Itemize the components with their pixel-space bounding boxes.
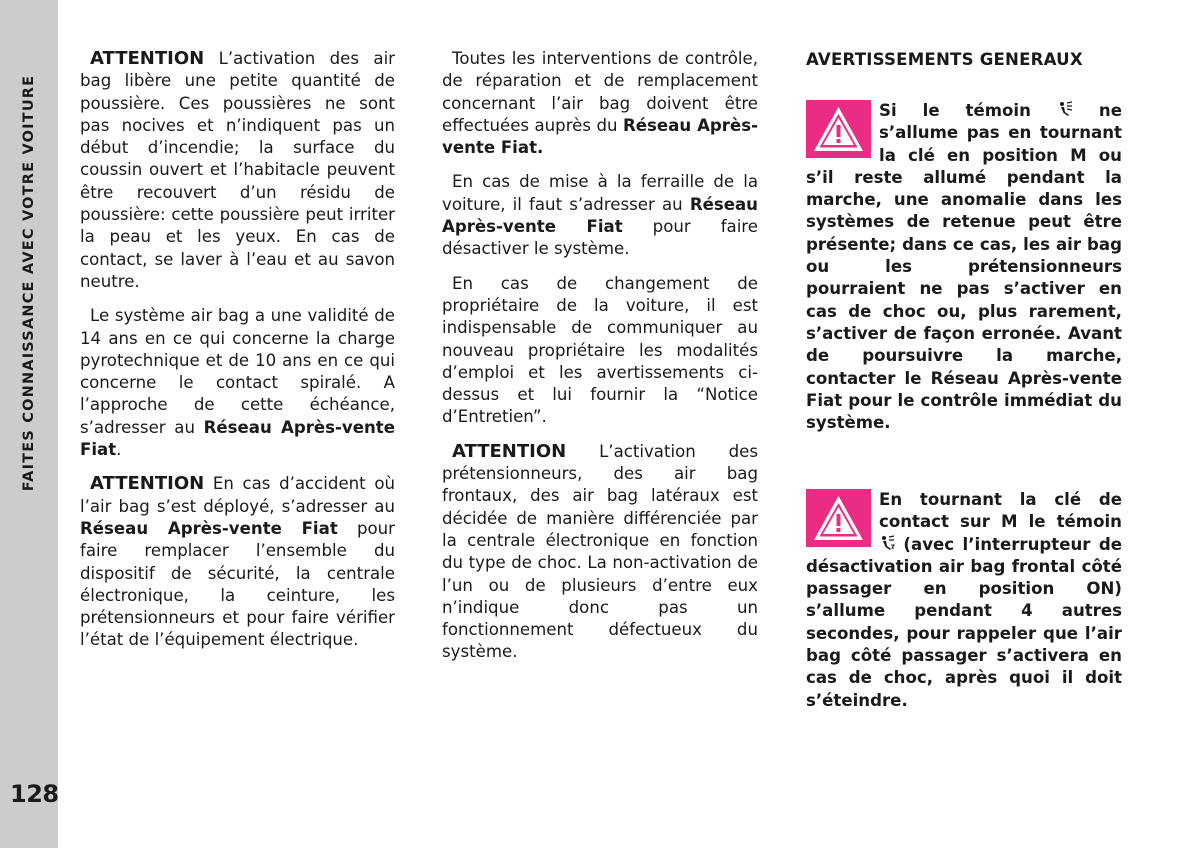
page-number: 128 bbox=[10, 780, 59, 808]
paragraph-text: L’activation des air bag libère une petite quantité de poussière. Ces poussières ne sont pas nocives et n’indiquent pas un début d’incendie; la surface du coussin ouvert et l’habitacle peuvent être recouvert d’un résidu de poussière: cette poussière peut irriter la peau et les yeux. En cas de contact, se laver à l’eau et au savon neutre. bbox=[80, 49, 395, 291]
warning-text: En tournant la clé de contact sur M le témoin bbox=[879, 490, 1122, 532]
attention-label: ATTENTION bbox=[90, 48, 205, 69]
paragraph-interventions bbox=[442, 48, 758, 159]
paragraph-accident bbox=[80, 473, 395, 651]
paragraph-text: En cas d’accident où l’air bag s’est déployé, s’adresser au bbox=[80, 474, 395, 516]
warning-block-passenger-airbag bbox=[806, 489, 1122, 712]
attention-label: ATTENTION bbox=[452, 440, 567, 462]
text-column-2 bbox=[442, 48, 758, 676]
paragraph-text: . bbox=[116, 440, 122, 460]
dealer-network-name: Réseau Après-vente Fiat. bbox=[442, 115, 759, 158]
passenger-airbag-lamp-icon bbox=[879, 535, 895, 551]
paragraph-text: Toutes les interventions de contrôle, de réparation et de remplacement concernant l’air bag doivent être effectuées auprès du bbox=[442, 49, 758, 135]
paragraph-dust-warning bbox=[80, 48, 395, 293]
paragraph-scrapping bbox=[442, 171, 758, 260]
warning-text: ne s’allume pas en tournant la clé en position M ou s’il reste allumé pendant la marche, une anomalie dans les systèmes de retenue peut être présente; dans ce cas, les air bag ou les prétensionneurs pourraient ne pas s’activer en cas de choc ou, plus rarement, s’activer de façon erronée. Avant de poursuivre la marche, contacter le Réseau Après-vente Fiat pour le contrôle immédiat du système. bbox=[806, 101, 1122, 433]
paragraph-text: En cas de changement de propriétaire de la voiture, il est indispensable de communiquer au nouveau propriétaire les modalités d’emploi et les avertissements ci-dessus et lui fournir la “Notice d’Entretien”. bbox=[442, 273, 758, 427]
paragraph-text: pour faire remplacer l’ensemble du dispositif de sécurité, la centrale électronique, la ceinture, les prétensionneurs et pour faire vérifier l’état de l’équipement électrique. bbox=[80, 518, 395, 650]
airbag-warning-lamp-icon bbox=[1057, 101, 1073, 117]
dealer-network-name: Réseau Après-vente Fiat bbox=[442, 194, 758, 237]
paragraph-owner-change bbox=[442, 273, 758, 429]
paragraph-text: pour faire désactiver le système. bbox=[442, 217, 758, 259]
dealer-network-name: Réseau Après-vente Fiat bbox=[80, 518, 338, 538]
paragraph-validity bbox=[80, 305, 395, 461]
general-warnings-heading: AVERTISSEMENTS GENERAUX bbox=[806, 50, 1083, 69]
paragraph-text: L’activation des prétensionneurs, des air bag frontaux, des air bag latéraux est décidée de manière différenciée par la centrale électronique en fonction du type de choc. La non-activation de l’un ou de plusieurs d’entre eux n’indique donc pas un fonctionnement défectueux du système. bbox=[442, 441, 758, 662]
warning-block-airbag-lamp bbox=[806, 100, 1122, 434]
dealer-network-name: Réseau Après-vente Fiat bbox=[80, 417, 395, 460]
warning-triangle-icon bbox=[806, 100, 871, 158]
section-title-vertical: FAITES CONNAISSANCE AVEC VOTRE VOITURE bbox=[21, 74, 37, 492]
sidebar-band bbox=[0, 0, 58, 848]
paragraph-activation bbox=[442, 441, 758, 664]
paragraph-text: Le système air bag a une validité de 14 ans en ce qui concerne la charge pyrotechnique et de 10 ans en ce qui concerne le contact spiralé. A l’approche de cette échéance, s’adresser au bbox=[80, 306, 395, 437]
warning-text: Si le témoin bbox=[879, 101, 1057, 120]
text-column-1 bbox=[80, 48, 395, 664]
attention-label: ATTENTION bbox=[90, 473, 205, 495]
warning-triangle-icon bbox=[806, 489, 871, 547]
text-column-3 bbox=[806, 49, 1121, 91]
warning-text: (avec l’interrupteur de désactivation air bag frontal côté passager en position ON) s’allume pendant 4 autres secondes, pour rappeler que l’air bag côté passager s’activera en cas de choc, après quoi il doit s’éteindre. bbox=[806, 534, 1122, 710]
paragraph-text: En cas de mise à la ferraille de la voiture, il faut s’adresser au bbox=[442, 172, 758, 214]
